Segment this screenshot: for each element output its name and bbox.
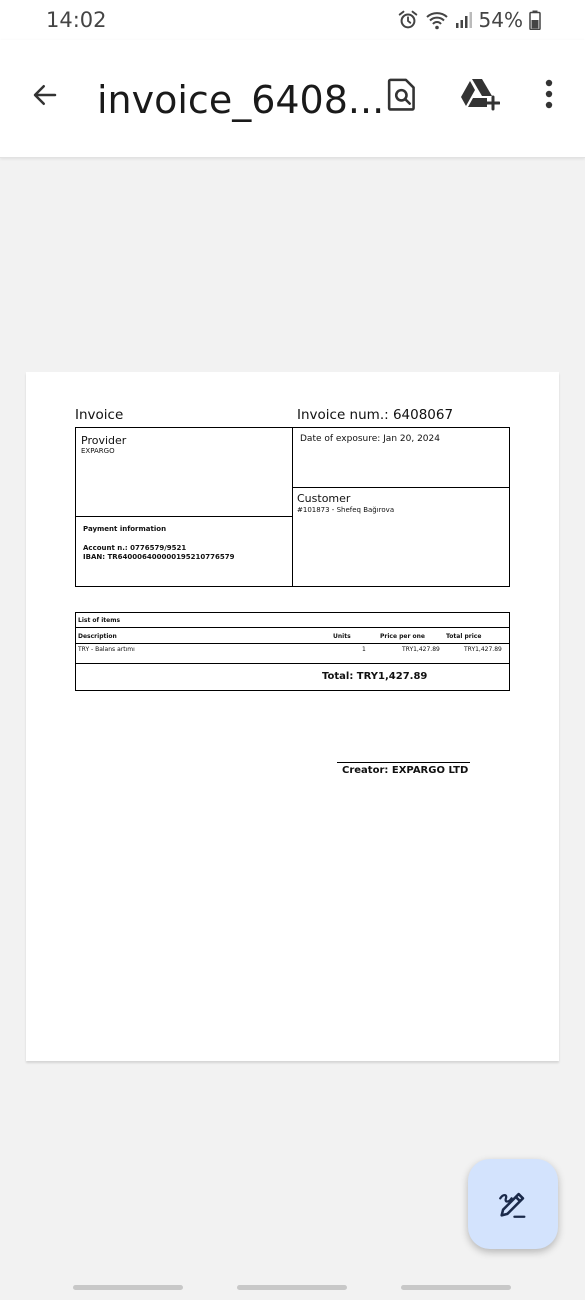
battery-percent: 54% [478,8,523,32]
status-time: 14:02 [46,8,107,32]
grid-divider-right [292,487,509,488]
customer-label: Customer [297,492,351,505]
add-to-drive-button[interactable] [456,70,504,118]
customer-value: #101873 - Shefeq Bağırova [297,506,395,514]
grid-divider-vertical [292,428,293,586]
items-table [75,612,510,691]
table-rule [76,643,509,644]
search-document-icon [386,76,418,112]
edit-fab-button[interactable] [468,1159,558,1249]
status-bar [0,0,585,40]
invoice-details-grid [75,427,510,587]
column-header-total-price: Total price [446,633,482,640]
more-vert-icon [544,79,554,109]
search-in-document-button[interactable] [378,70,426,118]
edit-pen-icon [496,1187,530,1221]
invoice-total: Total: TRY1,427.89 [322,671,428,682]
signature-line [337,762,470,763]
table-rule [76,627,509,628]
alarm-icon [397,9,419,31]
invoice-creator: Creator: EXPARGO LTD [342,765,469,776]
cell-units: 1 [362,646,366,653]
column-header-units: Units [333,633,351,640]
status-icons [397,8,541,32]
more-options-button[interactable] [525,70,573,118]
back-arrow-icon [30,80,60,110]
cell-total-price: TRY1,427.89 [464,646,502,653]
back-button[interactable] [22,72,68,118]
drive-add-icon [460,77,500,111]
document-title: invoice_6408... [97,78,385,122]
wifi-icon [425,10,449,30]
column-header-price-per-one: Price per one [380,633,426,640]
battery-icon [529,10,541,30]
cell-price-per-one: TRY1,427.89 [402,646,440,653]
table-rule [76,663,509,664]
provider-label: Provider [81,434,127,447]
provider-name: EXPARGO [81,447,115,455]
date-of-exposure: Date of exposure: Jan 20, 2024 [300,434,440,444]
nav-handle[interactable] [73,1285,183,1290]
cell-description: TRY - Balans artımı [78,646,135,653]
items-table-title: List of items [78,617,121,624]
app-bar [0,40,585,158]
invoice-number: Invoice num.: 6408067 [297,407,454,423]
nav-handle[interactable] [237,1285,347,1290]
payment-account: Account n.: 0776579/9521 [83,544,187,552]
grid-divider-left [76,516,292,517]
column-header-description: Description [78,633,117,640]
gesture-nav-bar [0,1270,585,1300]
pdf-page[interactable] [26,372,559,1061]
payment-iban: IBAN: TR640006400000195210776579 [83,553,235,561]
invoice-heading: Invoice [75,407,124,423]
nav-handle[interactable] [401,1285,511,1290]
signal-icon [455,11,473,29]
payment-info-title: Payment information [83,525,167,533]
